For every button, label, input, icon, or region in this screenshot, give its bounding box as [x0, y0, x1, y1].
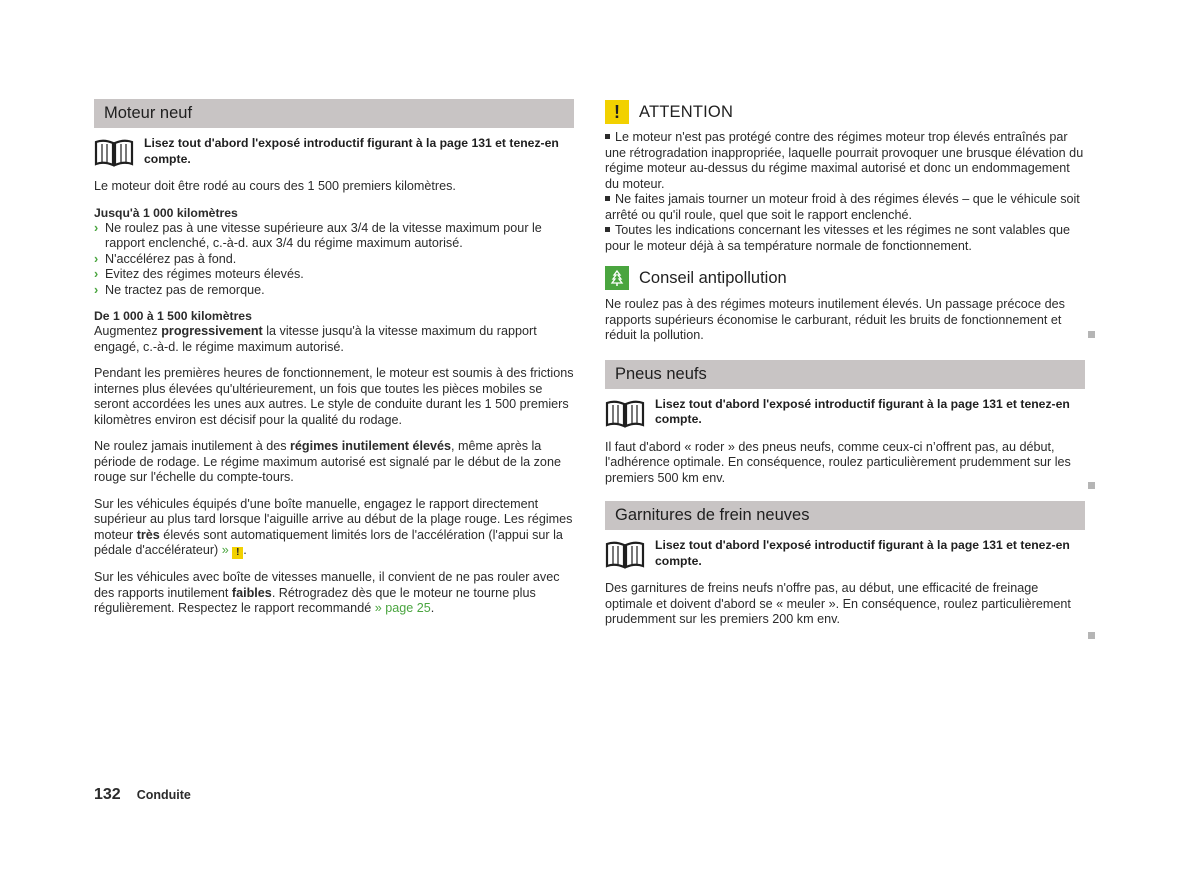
chevron-right-icon: ›	[94, 251, 99, 266]
right-column	[605, 99, 1085, 628]
bullet-square-icon	[605, 196, 610, 201]
warning-icon[interactable]: !	[232, 547, 243, 559]
list-item: › Ne roulez pas à une vitesse supérieure aux 3/4 de la vitesse maximum pour le rapport enclenché, c.-à-d. aux 3/4 du régime maximum autorisé.	[94, 220, 542, 250]
section-heading-pneus-neufs: Pneus neufs	[605, 360, 1085, 389]
paragraph: Le moteur doit être rodé au cours des 1 500 premiers kilomètres.	[94, 179, 456, 193]
read-first-note	[605, 538, 1085, 570]
list-item: › N'accélérez pas à fond.	[94, 251, 237, 266]
paragraph: Il faut d'abord « roder » des pneus neufs, comme ceux-ci n’offrent pas, au début, l'adhérence optimale. En conséquence, roulez particulièrement prudemment sur les premiers 500 km env.	[605, 439, 1071, 485]
read-first-note	[94, 136, 574, 168]
list-item: › Evitez des régimes moteurs élevés.	[94, 267, 304, 281]
attention-title: ATTENTION	[639, 102, 734, 121]
open-book-icon	[94, 138, 134, 168]
open-book-icon	[605, 540, 645, 570]
read-first-note-text: Lisez tout d'abord l'exposé introductif figurant à la page 131 et tenez-en compte.	[144, 136, 559, 166]
attention-item: Le moteur n'est pas protégé contre des régimes moteur trop élevés entraînés par une rétrogradation inappropriée, laquelle pourrait provoquer une brusque élévation du régime moteur au-dessus du régime maximal autorisé et donc un endommagement du moteur.	[605, 130, 1084, 191]
end-of-section-mark	[1088, 331, 1095, 338]
chevron-right-icon: ›	[94, 220, 99, 235]
subheading: De 1 000 à 1 500 kilomètres	[94, 309, 252, 323]
attention-item: Ne faites jamais tourner un moteur froid à des régimes élevés – que le véhicule soit arrêté ou qu'il roule, quel que soit le rapport enclenché.	[605, 192, 1080, 222]
section-heading-garnitures: Garnitures de frein neuves	[605, 501, 1085, 530]
paragraph: Augmentez progressivement la vitesse jusqu'à la vitesse maximum du rapport engagé, c.-à-d. le régime maximum autorisé.	[94, 324, 537, 354]
page-number: 132	[94, 786, 121, 803]
page-footer	[94, 786, 191, 804]
attention-list	[605, 130, 1085, 254]
paragraph: Sur les véhicules équipés d'une boîte manuelle, engagez le rapport directement supérieur au plus tard lorsque l'aiguille arrive au début de la plage rouge. Les régimes moteur très élevés sont automatiquement limités lors de l'accélération (l'appui sur la pédale d'accélérateur) » ! .	[94, 496, 573, 558]
bullet-square-icon	[605, 134, 610, 139]
bullet-square-icon	[605, 227, 610, 232]
read-first-note-text: Lisez tout d'abord l'exposé introductif figurant à la page 131 et tenez-en compte.	[655, 396, 1070, 426]
chapter-name: Conduite	[136, 788, 191, 802]
open-book-icon	[605, 399, 645, 429]
environment-icon	[605, 266, 629, 290]
chevron-right-icon: ›	[94, 267, 99, 281]
eco-tip-text: Ne roulez pas à des régimes moteurs inutilement élevés. Un passage précoce des rapports supérieurs économise le carburant, réduit les bruits de fonctionnement et réduit la pollution.	[605, 297, 1065, 342]
read-first-note-text: Lisez tout d'abord l'exposé introductif figurant à la page 131 et tenez-en compte.	[655, 538, 1070, 568]
paragraph: Des garnitures de freins neufs n'offre pas, au début, une efficacité de freinage optimale et doivent d'abord se « meuler ». En conséquence, roulez particulièrement prudemment sur les premiers 200 km env.	[605, 581, 1071, 626]
section-heading-moteur-neuf: Moteur neuf	[94, 99, 574, 128]
page-25-link[interactable]: » page 25	[374, 601, 431, 615]
warning-icon: !	[605, 100, 629, 124]
chevron-right-icon: ›	[94, 282, 99, 297]
eco-tip-header	[605, 265, 1085, 291]
cross-reference-link[interactable]: »	[221, 543, 229, 557]
paragraph: Pendant les premières heures de fonctionnement, le moteur est soumis à des frictions internes plus élevées qu'ultérieurement, un fois que toutes les pièces mobiles se seront accordées les unes aux autres. Le style de conduite durant les 1 500 premiers kilomètres environ est décisif pour la qualité du rodage.	[94, 366, 574, 427]
attention-header	[605, 99, 1085, 125]
end-of-section-mark	[1088, 632, 1095, 639]
read-first-note	[605, 397, 1085, 429]
paragraph: Ne roulez jamais inutilement à des régimes inutilement élevés, même après la période de rodage. Le régime maximum autorisé est signalé par le début de la zone rouge sur l'échelle du compte-tours.	[94, 439, 561, 484]
attention-item: Toutes les indications concernant les vitesses et les régimes ne sont valables que pour le moteur déjà à sa température normale de fonctionnement.	[605, 223, 1071, 253]
eco-tip-title: Conseil antipollution	[639, 268, 787, 287]
paragraph: Sur les véhicules avec boîte de vitesses manuelle, il convient de ne pas rouler avec des rapports inutilement faibles. Rétrogradez dès que le moteur ne tourne plus régulièrement. Respectez le rapport recommandé » page 25.	[94, 570, 560, 615]
subheading: Jusqu'à 1 000 kilomètres	[94, 205, 238, 220]
list-item: › Ne tractez pas de remorque.	[94, 282, 265, 297]
left-column	[94, 99, 574, 617]
end-of-section-mark	[1088, 482, 1095, 489]
